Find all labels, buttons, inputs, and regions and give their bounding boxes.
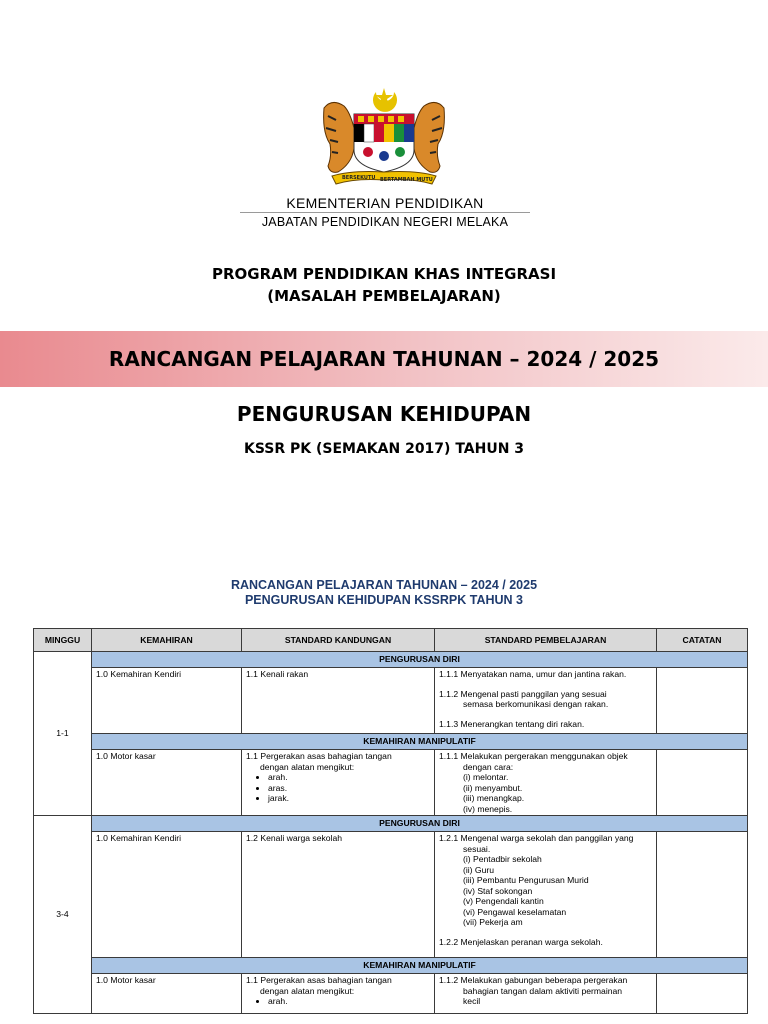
ministry-block xyxy=(240,195,530,230)
sk-line-cont: dengan alatan mengikut: xyxy=(260,985,355,996)
standard-pembelajaran-cell xyxy=(435,974,657,1014)
department-name: JABATAN PENDIDIKAN NEGERI MELAKA xyxy=(261,215,509,229)
kemahiran-cell: 1.0 Motor kasar xyxy=(92,750,242,816)
section-header: KEMAHIRAN MANIPULATIF xyxy=(92,734,748,750)
week-cell: 1-1 xyxy=(34,652,92,816)
list-item: (ii) Guru xyxy=(463,864,495,875)
motto-right: BERTAMBAH MUTU xyxy=(380,177,433,183)
coat-of-arms-logo xyxy=(318,86,450,194)
kemahiran-cell: 1.0 Kemahiran Kendiri xyxy=(92,668,242,734)
section-header: PENGURUSAN DIRI xyxy=(92,816,748,832)
table-header-row xyxy=(34,629,748,652)
ministry-name: KEMENTERIAN PENDIDIKAN xyxy=(286,195,484,211)
sk-line: 1.1 Pergerakan asas bahagian tangan xyxy=(246,975,392,985)
sk-bullet-list xyxy=(246,996,430,1007)
list-item: (iii) menangkap. xyxy=(463,793,525,803)
table-row xyxy=(34,668,748,734)
sk-line: 1.1 Pergerakan asas bahagian tangan xyxy=(246,751,392,761)
sp-item-cont: dengan cara: xyxy=(463,761,514,772)
list-item: (i) melontar. xyxy=(463,772,509,782)
section-header: KEMAHIRAN MANIPULATIF xyxy=(92,958,748,974)
table-row xyxy=(34,816,748,832)
sp-item: 1.2.1 Mengenal warga sekolah dan panggilan yang xyxy=(439,833,634,843)
header-standard-pembelajaran: STANDARD PEMBELAJARAN xyxy=(435,629,657,652)
list-item: (i) Pentadbir sekolah xyxy=(463,854,542,864)
standard-pembelajaran-cell xyxy=(435,750,657,816)
sp-item-cont: kecil xyxy=(463,996,481,1006)
table-row xyxy=(34,652,748,668)
list-item: • jarak. xyxy=(268,793,430,804)
standard-kandungan-cell xyxy=(242,974,435,1014)
table-title xyxy=(0,578,768,608)
sp-item: 1.1.2 Mengenal pasti panggilan yang sesuai xyxy=(439,688,607,699)
motto-left: BERSEKUTU xyxy=(342,175,376,181)
standard-kandungan-cell xyxy=(242,750,435,816)
catatan-cell xyxy=(657,750,748,816)
sp-item: 1.2.2 Menjelaskan peranan warga sekolah. xyxy=(439,936,603,947)
list-item: (v) Pengendali kantin xyxy=(463,896,544,906)
table-row xyxy=(34,832,748,958)
list-item: • arah. xyxy=(268,772,430,783)
list-item: • arah. xyxy=(268,996,430,1007)
sp-item-cont: semasa berkomunikasi dengan rakan. xyxy=(463,699,609,709)
sk-line-cont: dengan alatan mengikut: xyxy=(260,761,355,772)
list-item: (ii) menyambut. xyxy=(463,782,523,793)
standard-pembelajaran-cell xyxy=(435,832,657,958)
list-item: (iv) Staf sokongan xyxy=(463,885,533,896)
kemahiran-cell: 1.0 Motor kasar xyxy=(92,974,242,1014)
list-item: (vii) Pekerja am xyxy=(463,917,523,927)
plan-table xyxy=(33,628,748,1014)
standard-kandungan-cell: 1.2 Kenali warga sekolah xyxy=(242,832,435,958)
ministry-divider xyxy=(240,212,530,213)
list-item: (iv) menepis. xyxy=(463,803,513,814)
program-line-2: (MASALAH PEMBELAJARAN) xyxy=(267,287,501,305)
list-item: (iii) Pembantu Pengurusan Murid xyxy=(463,875,589,885)
table-title-line-2: PENGURUSAN KEHIDUPAN KSSRPK TAHUN 3 xyxy=(244,593,524,607)
table-row xyxy=(34,958,748,974)
standard-pembelajaran-cell xyxy=(435,668,657,734)
section-header: PENGURUSAN DIRI xyxy=(92,652,748,668)
kemahiran-cell: 1.0 Kemahiran Kendiri xyxy=(92,832,242,958)
catatan-cell xyxy=(657,974,748,1014)
sp-item: 1.1.1 Melakukan pergerakan menggunakan objek xyxy=(439,751,628,761)
list-item: • aras. xyxy=(268,783,430,794)
curriculum-label: KSSR PK (SEMAKAN 2017) TAHUN 3 xyxy=(243,441,525,457)
table-title-line-1: RANCANGAN PELAJARAN TAHUNAN – 2024 / 2025 xyxy=(230,578,538,592)
header-catatan: CATATAN xyxy=(657,629,748,652)
sp-item: 1.1.2 Melakukan gabungan beberapa pergerakan xyxy=(439,975,628,985)
sk-bullet-list xyxy=(246,772,430,804)
header-standard-kandungan: STANDARD KANDUNGAN xyxy=(242,629,435,652)
banner-title: RANCANGAN PELAJARAN TAHUNAN – 2024 / 2025 xyxy=(108,347,660,371)
program-title xyxy=(0,263,768,307)
week-cell: 3-4 xyxy=(34,816,92,1014)
sp-item: 1.1.1 Menyatakan nama, umur dan jantina rakan. xyxy=(439,669,627,679)
sp-item-cont: bahagian tangan dalam aktiviti permainan xyxy=(463,985,623,996)
program-line-1: PROGRAM PENDIDIKAN KHAS INTEGRASI xyxy=(211,265,557,283)
subject-name: PENGURUSAN KEHIDUPAN xyxy=(236,402,532,426)
sp-item: 1.1.3 Menerangkan tentang diri rakan. xyxy=(439,718,585,729)
table-row xyxy=(34,734,748,750)
catatan-cell xyxy=(657,832,748,958)
title-banner xyxy=(0,331,768,387)
standard-kandungan-cell: 1.1 Kenali rakan xyxy=(242,668,435,734)
header-kemahiran: KEMAHIRAN xyxy=(92,629,242,652)
catatan-cell xyxy=(657,668,748,734)
sp-item-cont: sesuai. xyxy=(463,843,491,854)
table-row xyxy=(34,974,748,1014)
list-item: (vi) Pengawal keselamatan xyxy=(463,906,567,917)
table-row xyxy=(34,750,748,816)
header-minggu: MINGGU xyxy=(34,629,92,652)
